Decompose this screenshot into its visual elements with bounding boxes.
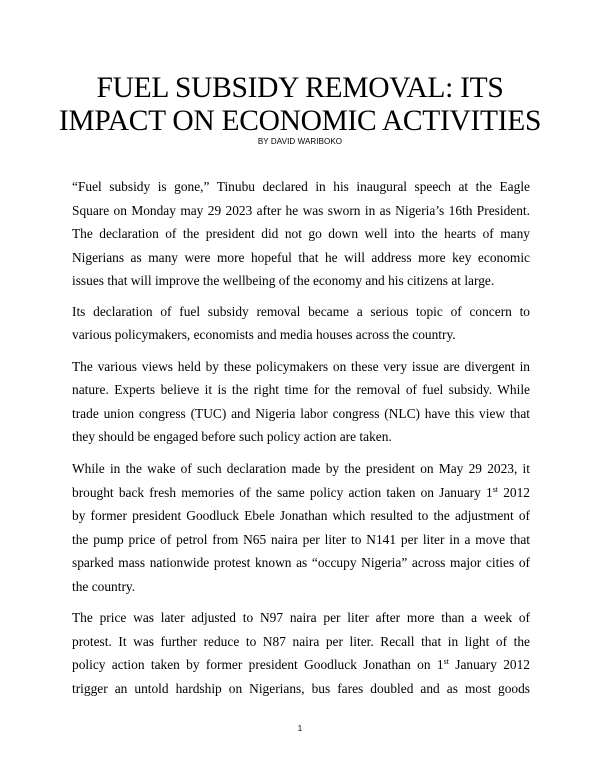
page-number: 1 bbox=[297, 724, 303, 733]
text-line: sparked mass nationwide protest known as “occupy Nigeria” across major cities of bbox=[72, 555, 530, 570]
document-title-line-2: IMPACT ON ECONOMIC ACTIVITIES bbox=[58, 105, 542, 137]
text-line: trade union congress (TUC) and Nigeria labor congress (NLC) have this view that bbox=[72, 406, 530, 421]
text-line: The declaration of the president did not go down well into the hearts of many bbox=[72, 226, 530, 241]
text-line: nature. Experts believe it is the right time for the removal of fuel subsidy. While bbox=[72, 382, 530, 397]
text-line: Square on Monday may 29 2023 after he was sworn in as Nigeria’s 16th President. bbox=[72, 203, 530, 218]
text-line bbox=[72, 485, 530, 501]
ordinal-suffix: st bbox=[443, 657, 449, 666]
text-line: While in the wake of such declaration made by the president on May 29 2023, it bbox=[72, 461, 530, 476]
text-segment: brought back fresh memories of the same policy action taken on January 1 bbox=[72, 485, 493, 500]
text-line: “Fuel subsidy is gone,” Tinubu declared in his inaugural speech at the Eagle bbox=[72, 179, 530, 194]
text-segment: January 2012 bbox=[448, 657, 531, 672]
text-segment: policy action taken by former president Goodluck Jonathan on 1 bbox=[72, 657, 444, 672]
text-line: Nigerians as many were more hopeful that he will address more key economic bbox=[72, 250, 530, 265]
document-title-line-1: FUEL SUBSIDY REMOVAL: ITS bbox=[96, 72, 504, 104]
text-line: the pump price of petrol from N65 naira per liter to N141 per liter in a move that bbox=[72, 532, 530, 547]
ordinal-suffix: st bbox=[492, 485, 499, 494]
text-line: Its declaration of fuel subsidy removal became a serious topic of concern to bbox=[72, 304, 530, 319]
text-line: trigger an untold hardship on Nigerians, bus fares doubled and as most goods bbox=[72, 681, 530, 696]
text-line: The price was later adjusted to N97 naira per liter after more than a week of bbox=[72, 610, 530, 625]
text-line: issues that will improve the wellbeing of the economy and his citizens at large. bbox=[72, 273, 495, 288]
author-byline: BY DAVID WARIBOKO bbox=[257, 137, 343, 146]
text-segment: 2012 bbox=[498, 485, 530, 500]
text-line: by former president Goodluck Ebele Jonathan which resulted to the adjustment of bbox=[72, 508, 530, 523]
text-line: various policymakers, economists and media houses across the country. bbox=[72, 327, 456, 342]
text-line bbox=[72, 657, 530, 673]
text-line: the country. bbox=[72, 579, 136, 594]
text-line: they should be engaged before such policy action are taken. bbox=[72, 429, 392, 444]
text-line: protest. It was further reduce to N87 naira per liter. Recall that in light of the bbox=[72, 634, 530, 649]
text-line: The various views held by these policymakers on these very issue are divergent in bbox=[72, 359, 530, 374]
